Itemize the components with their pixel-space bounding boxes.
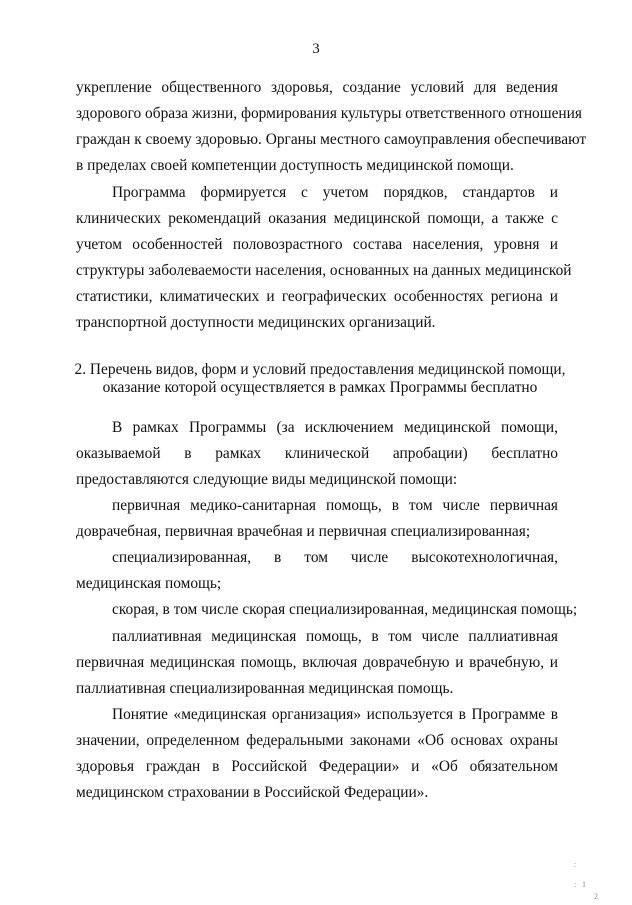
text-line: значении, определенном федеральными законами «Об основах охраны: [76, 732, 558, 749]
list-item-line: специализированная, в том числе высокотехнологичная,: [112, 549, 558, 566]
list-item-line: первичная медицинская помощь, включая доврачебную и врачебную, и: [76, 654, 558, 671]
text-line: укрепление общественного здоровья, создание условий для ведения: [76, 79, 558, 96]
text-line: учетом особенностей половозрастного состава населения, уровня и: [76, 236, 558, 253]
text-line: граждан к своему здоровью. Органы местного самоуправления обеспечивают: [76, 131, 587, 148]
list-item-line: паллиативная специализированная медицинская помощь.: [76, 680, 454, 697]
text-line: оказываемой в рамках клинической апробации) бесплатно: [76, 445, 558, 462]
text-line: здоровья граждан в Российской Федерации» и «Об обязательном: [76, 758, 558, 775]
list-item-line: скорая, в том числе скорая специализированная, медицинская помощь;: [112, 601, 578, 618]
text-line: здорового образа жизни, формирования культуры ответственного отношения: [76, 105, 582, 122]
text-line: В рамках Программы (за исключением медицинской помощи,: [112, 419, 558, 436]
text-line: в пределах своей компетенции доступность медицинской помощи.: [76, 157, 514, 174]
text-line: Понятие «медицинская организация» используется в Программе в: [112, 706, 558, 723]
text-line: Программа формируется с учетом порядков, стандартов и: [112, 184, 558, 201]
text-line: структуры заболеваемости населения, основанных на данных медицинской: [76, 262, 572, 279]
section-heading-line: 2. Перечень видов, форм и условий предоставления медицинской помощи,: [74, 361, 566, 378]
scan-mark: 1: [582, 880, 586, 889]
scan-mark: :: [574, 860, 577, 869]
text-line: статистики, климатических и географических особенностях региона и: [76, 288, 558, 305]
list-item-line: медицинская помощь;: [76, 575, 222, 592]
list-item-line: паллиативная медицинская помощь, в том числе паллиативная: [112, 628, 558, 645]
section-heading-line: оказание которой осуществляется в рамках Программы бесплатно: [102, 379, 538, 396]
scan-mark: 2: [594, 892, 598, 901]
text-line: медицинском страховании в Российской Федерации».: [76, 784, 429, 801]
text-line: предоставляются следующие виды медицинской помощи:: [76, 471, 458, 488]
list-item-line: первичная медико-санитарная помощь, в том числе первичная: [112, 497, 558, 514]
scan-mark: :: [574, 880, 577, 889]
text-line: транспортной доступности медицинских организаций.: [76, 314, 436, 331]
list-item-line: доврачебная, первичная врачебная и первичная специализированная;: [76, 523, 531, 540]
page-number: 3: [312, 41, 320, 57]
text-line: клинических рекомендаций оказания медицинской помощи, а также с: [76, 210, 558, 227]
